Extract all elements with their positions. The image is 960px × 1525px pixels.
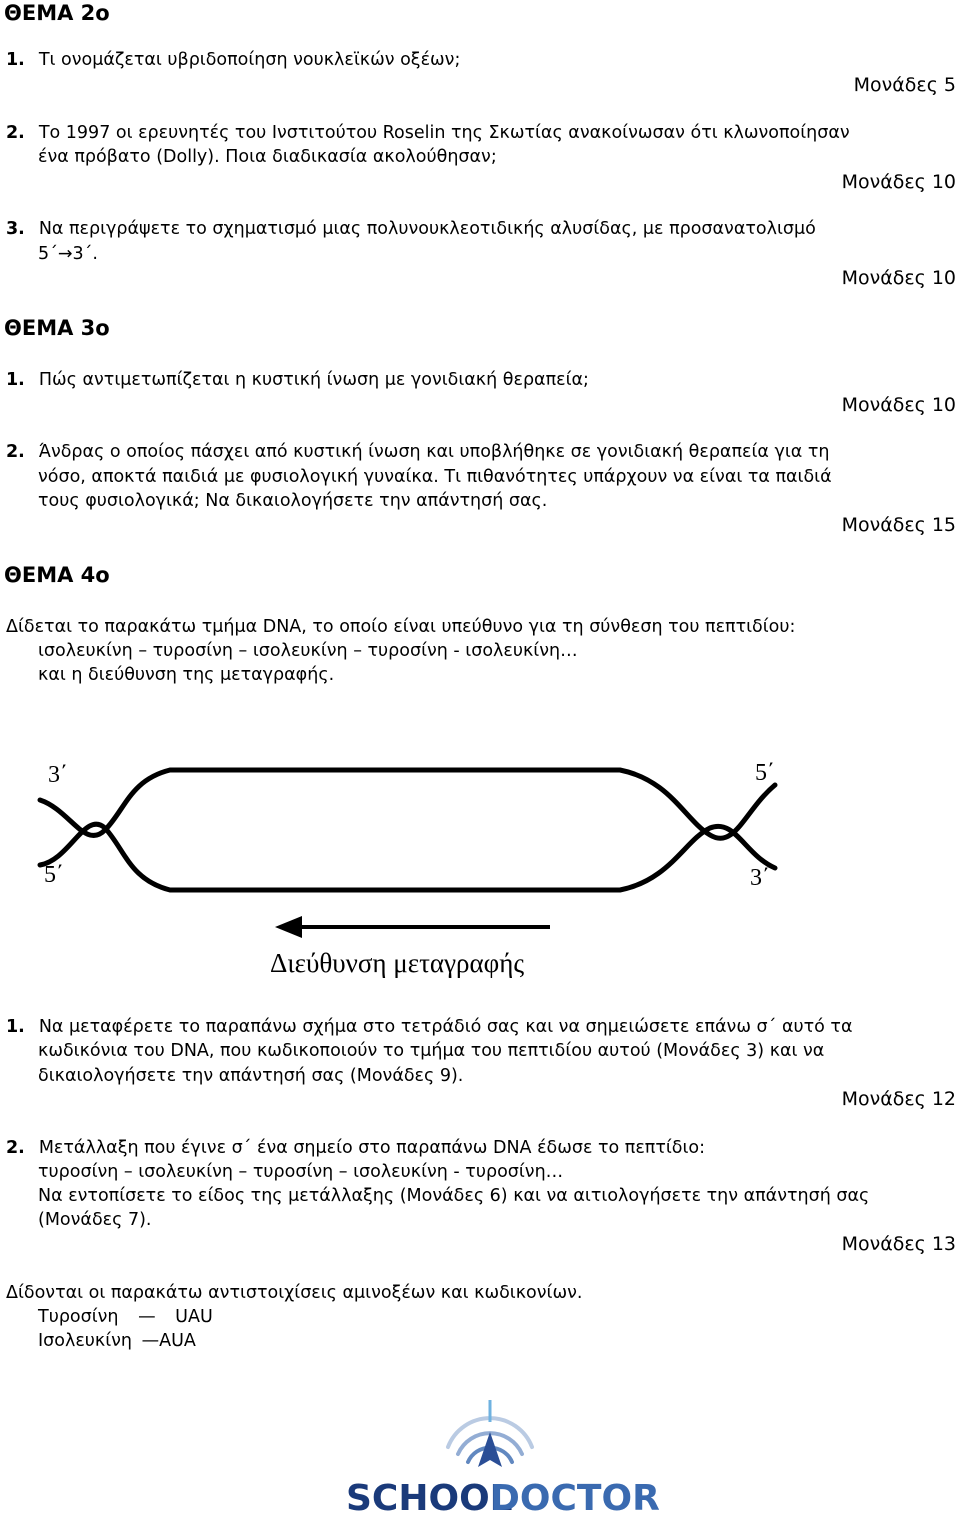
question-text-line3: τους φυσιολογικά; Να δικαιολογήσετε την απάντησή σας. bbox=[38, 491, 548, 511]
theme3-q2 bbox=[6, 440, 829, 464]
logo-text-school: SCHOOL bbox=[346, 1478, 513, 1519]
theme4-heading: ΘΕΜΑ 4ο bbox=[4, 563, 110, 587]
codon-dash: — bbox=[138, 1307, 156, 1327]
question-number: 3. bbox=[6, 219, 25, 239]
marks-label: Μονάδες 5 bbox=[853, 74, 956, 96]
amino-acid: Ισολευκίνη bbox=[38, 1331, 133, 1351]
dna-bottom-strand bbox=[40, 824, 775, 890]
marks-label: Μονάδες 12 bbox=[841, 1088, 956, 1110]
question-text-line2: κωδικόνια του DNA, που κωδικοποιούν το τμήμα του πεπτιδίου αυτού (Μονάδες 3) και να bbox=[38, 1041, 825, 1061]
theme2-q1 bbox=[6, 48, 460, 72]
theme3-heading: ΘΕΜΑ 3ο bbox=[4, 316, 110, 340]
theme2-q2 bbox=[6, 121, 850, 145]
marks-label: Μονάδες 10 bbox=[841, 171, 956, 193]
marks-label: Μονάδες 10 bbox=[841, 394, 956, 416]
theme2-heading: ΘΕΜΑ 2ο bbox=[4, 1, 110, 25]
theme3-q1 bbox=[6, 368, 589, 392]
codon-dash: — bbox=[141, 1331, 160, 1351]
theme4-intro-line1: Δίδεται το παρακάτω τμήμα DNA, το οποίο είναι υπεύθυνο για τη σύνθεση του πεπτιδίου: bbox=[6, 617, 796, 637]
codon-row bbox=[38, 1305, 213, 1329]
codon-value: UAU bbox=[175, 1307, 213, 1327]
theme4-intro-line2: ισολευκίνη – τυροσίνη – ισολευκίνη – τυροσίνη - ισολευκίνη… bbox=[38, 641, 578, 661]
question-text: Το 1997 οι ερευνητές του Ινστιτούτου Roselin της Σκωτίας ανακοίνωσαν ότι κλωνοποίησαν bbox=[38, 123, 850, 143]
dna-top-strand bbox=[40, 770, 775, 838]
question-number: 1. bbox=[6, 50, 25, 70]
marks-label: Μονάδες 13 bbox=[841, 1233, 956, 1255]
label-top-right: 5΄ bbox=[755, 760, 775, 786]
question-text-line4: (Μονάδες 7). bbox=[38, 1210, 152, 1230]
codon-row bbox=[38, 1329, 196, 1353]
codon-value: AUA bbox=[159, 1331, 196, 1351]
amino-acid: Τυροσίνη bbox=[38, 1307, 119, 1327]
question-number: 1. bbox=[6, 370, 25, 390]
theme2-q3 bbox=[6, 217, 816, 241]
dna-diagram bbox=[30, 740, 790, 990]
logo-text-doctor: DOCTOR bbox=[490, 1478, 660, 1519]
theme4-intro-line3: και η διεύθυνση της μεταγραφής. bbox=[38, 665, 335, 685]
question-text: Να περιγράψετε το σχηματισμό μιας πολυνουκλεοτιδικής αλυσίδας, με προσανατολισμό bbox=[38, 219, 816, 239]
question-text: Πώς αντιμετωπίζεται η κυστική ίνωση με γονιδιακή θεραπεία; bbox=[38, 370, 589, 390]
codons-intro: Δίδονται οι παρακάτω αντιστοιχίσεις αμινοξέων και κωδικονίων. bbox=[6, 1283, 583, 1303]
theme4-q1 bbox=[6, 1015, 852, 1039]
question-text-line2: 5΄→3΄. bbox=[38, 244, 98, 264]
question-text-line2: νόσο, αποκτά παιδιά με φυσιολογική γυναίκα. Τι πιθανότητες υπάρχουν να είναι τα παιδιά bbox=[38, 467, 832, 487]
arrow-caption: Διεύθυνση μεταγραφής bbox=[270, 948, 525, 978]
question-number: 2. bbox=[6, 123, 25, 143]
question-text-line3: δικαιολογήσετε την απάντησή σας (Μονάδες 9). bbox=[38, 1066, 464, 1086]
question-text: Τι ονομάζεται υβριδοποίηση νουκλεϊκών οξέων; bbox=[38, 50, 461, 70]
question-text: Μετάλλαξη που έγινε σ΄ ένα σημείο στο παραπάνω DNA έδωσε το πεπτίδιο: bbox=[38, 1138, 706, 1158]
label-top-left: 3΄ bbox=[48, 762, 68, 788]
question-text: Άνδρας ο οποίος πάσχει από κυστική ίνωση και υποβλήθηκε σε γονιδιακή θεραπεία για τη bbox=[38, 442, 830, 462]
question-text-line2: τυροσίνη – ισολευκίνη – τυροσίνη – ισολευκίνη - τυροσίνη… bbox=[38, 1162, 564, 1182]
theme4-q2 bbox=[6, 1136, 705, 1160]
question-number: 1. bbox=[6, 1017, 25, 1037]
question-text-line3: Να εντοπίσετε το είδος της μετάλλαξης (Μονάδες 6) και να αιτιολογήσετε την απάντησή σας bbox=[38, 1186, 870, 1206]
label-bottom-left: 5΄ bbox=[44, 862, 64, 888]
question-number: 2. bbox=[6, 442, 25, 462]
arrow-head-icon bbox=[275, 916, 302, 938]
marks-label: Μονάδες 15 bbox=[841, 514, 956, 536]
schooldoctor-logo bbox=[340, 1392, 660, 1522]
question-text-line2: ένα πρόβατο (Dolly). Ποια διαδικασία ακολούθησαν; bbox=[38, 147, 497, 167]
marks-label: Μονάδες 10 bbox=[841, 267, 956, 289]
question-number: 2. bbox=[6, 1138, 25, 1158]
question-text: Να μεταφέρετε το παραπάνω σχήμα στο τετράδιό σας και να σημειώσετε επάνω σ΄ αυτό τα bbox=[38, 1017, 853, 1037]
label-bottom-right: 3΄ bbox=[750, 865, 770, 891]
